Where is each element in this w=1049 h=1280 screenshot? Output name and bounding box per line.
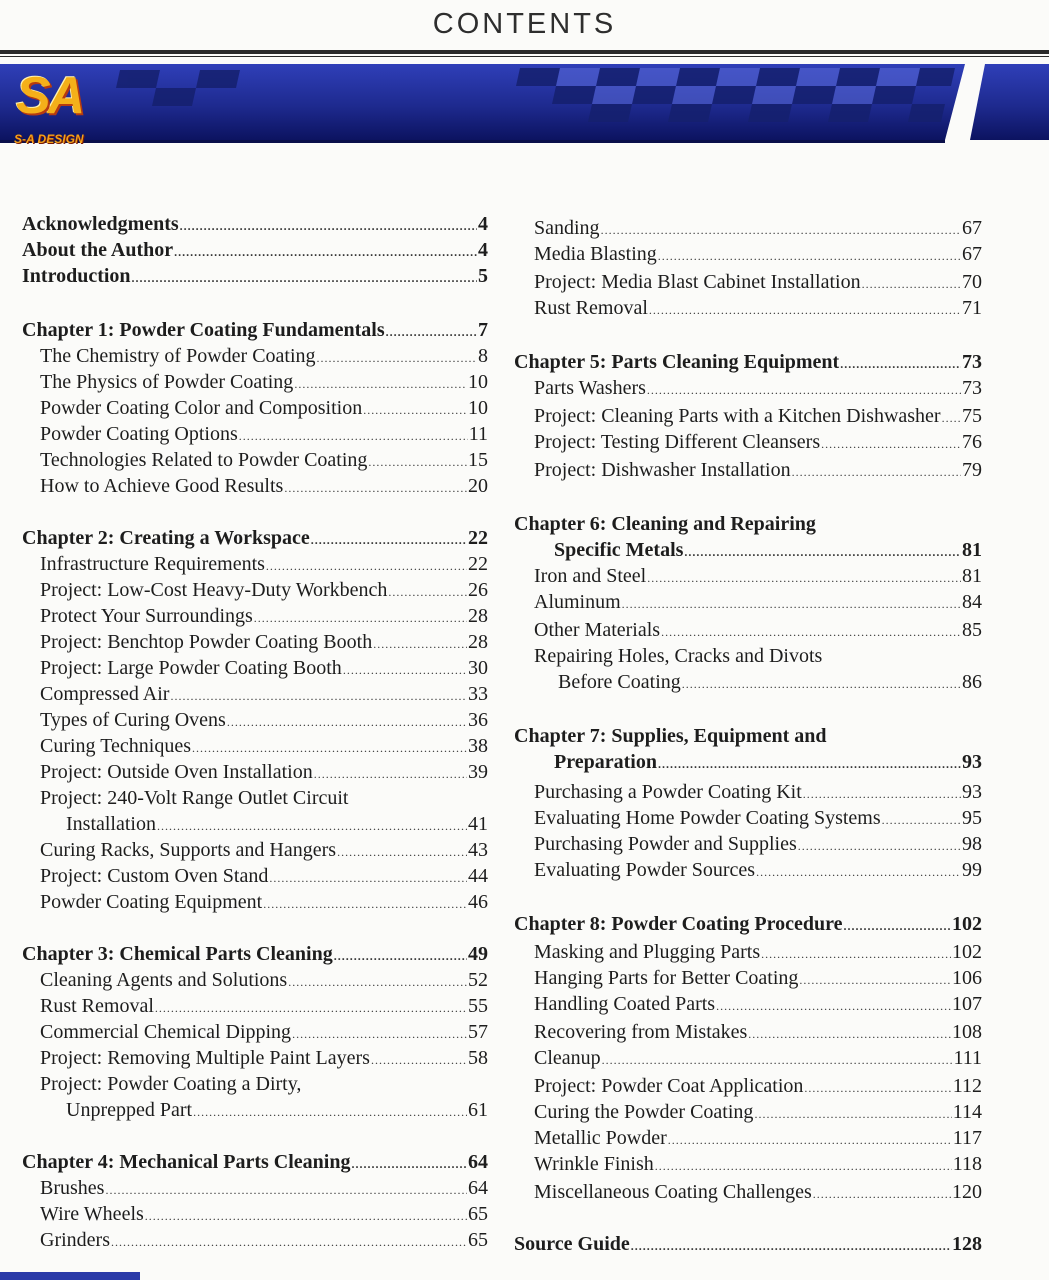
toc-chapter-entry[interactable] bbox=[554, 538, 982, 564]
toc-section-entry[interactable] bbox=[40, 1176, 488, 1202]
toc-section-entry[interactable] bbox=[66, 812, 488, 838]
toc-chapter-entry[interactable] bbox=[22, 318, 488, 344]
toc-chapter-entry[interactable] bbox=[514, 912, 982, 938]
header-rule-thin bbox=[0, 56, 1049, 57]
toc-page-number: 4 bbox=[478, 213, 488, 235]
toc-chapter-entry[interactable] bbox=[22, 264, 488, 290]
toc-entry-title: Media Blasting bbox=[534, 243, 657, 265]
dot-leader bbox=[388, 580, 467, 604]
toc-page-number: 93 bbox=[962, 751, 982, 773]
toc-entry-title: Curing the Powder Coating bbox=[534, 1101, 754, 1123]
dot-leader bbox=[263, 892, 467, 916]
dot-leader bbox=[254, 606, 467, 630]
toc-page-number: 73 bbox=[962, 377, 982, 399]
toc-chapter-entry[interactable] bbox=[22, 238, 488, 264]
toc-entry-title: Powder Coating Color and Composition bbox=[40, 397, 363, 419]
dot-leader bbox=[821, 432, 961, 456]
dot-leader bbox=[682, 672, 961, 696]
toc-section-entry[interactable] bbox=[534, 858, 982, 884]
toc-page-number: 114 bbox=[952, 1101, 982, 1123]
toc-entry-title: Rust Removal bbox=[40, 995, 154, 1017]
dot-leader bbox=[111, 1230, 467, 1254]
dot-leader bbox=[844, 914, 952, 938]
toc-entry-title: Evaluating Home Powder Coating Systems bbox=[534, 807, 881, 829]
dot-leader bbox=[813, 1182, 951, 1206]
toc-page-number: 61 bbox=[468, 1099, 488, 1121]
dot-leader bbox=[317, 346, 477, 370]
toc-entry-title: Project: Dishwasher Installation bbox=[534, 459, 791, 481]
dot-leader bbox=[804, 1076, 951, 1100]
toc-section-entry[interactable] bbox=[534, 1152, 982, 1178]
toc-entry-title: Installation bbox=[66, 813, 156, 835]
toc-page-number: 44 bbox=[468, 865, 488, 887]
toc-page-number: 58 bbox=[468, 1047, 488, 1069]
toc-page-number: 86 bbox=[962, 671, 982, 693]
dot-leader bbox=[174, 240, 477, 264]
toc-page-number: 65 bbox=[468, 1203, 488, 1225]
toc-page-number: 8 bbox=[478, 345, 488, 367]
toc-section-entry[interactable] bbox=[40, 1202, 488, 1228]
dot-leader bbox=[754, 1102, 951, 1126]
toc-section-entry[interactable] bbox=[534, 1126, 982, 1152]
toc-entry-title: Repairing Holes, Cracks and Divots bbox=[534, 645, 823, 667]
toc-page-number: 28 bbox=[468, 605, 488, 627]
toc-section-entry[interactable] bbox=[534, 590, 982, 616]
toc-section-entry[interactable] bbox=[40, 344, 488, 370]
toc-page-number: 15 bbox=[468, 449, 488, 471]
toc-entry-title: Project: Powder Coat Application bbox=[534, 1075, 804, 1097]
toc-entry-title: Introduction bbox=[22, 265, 131, 287]
toc-section-entry[interactable] bbox=[534, 1180, 982, 1206]
dot-leader bbox=[294, 372, 467, 396]
toc-section-entry[interactable] bbox=[534, 992, 982, 1018]
dot-leader bbox=[942, 406, 961, 430]
toc-page-number: 43 bbox=[468, 839, 488, 861]
toc-section-entry[interactable] bbox=[40, 474, 488, 500]
toc-entry-title: Sanding bbox=[534, 217, 600, 239]
toc-entry-title: Chapter 8: Powder Coating Procedure bbox=[514, 913, 843, 935]
dot-leader bbox=[658, 752, 961, 776]
toc-section-entry[interactable] bbox=[534, 940, 982, 966]
toc-page-number: 30 bbox=[468, 657, 488, 679]
toc-page-number: 75 bbox=[962, 405, 982, 427]
toc-section-entry[interactable] bbox=[40, 604, 488, 630]
toc-section-entry[interactable] bbox=[534, 832, 982, 858]
toc-entry-title: Chapter 1: Powder Coating Fundamentals bbox=[22, 319, 385, 341]
toc-entry-title: Chapter 5: Parts Cleaning Equipment bbox=[514, 351, 840, 373]
dot-leader bbox=[180, 214, 477, 238]
dot-leader bbox=[798, 834, 961, 858]
dot-leader bbox=[601, 218, 961, 242]
toc-section-entry[interactable] bbox=[534, 618, 982, 644]
toc-page-number: 4 bbox=[478, 239, 488, 261]
toc-page-number: 7 bbox=[478, 319, 488, 341]
toc-section-entry[interactable] bbox=[534, 404, 982, 430]
toc-entry-title: Project: Testing Different Cleansers bbox=[534, 431, 821, 453]
toc-page-number: 98 bbox=[962, 833, 982, 855]
header-rule bbox=[0, 50, 1049, 54]
toc-section-entry[interactable] bbox=[40, 760, 488, 786]
toc-section-entry[interactable] bbox=[40, 578, 488, 604]
toc-page-number: 81 bbox=[962, 565, 982, 587]
toc-page-number: 120 bbox=[952, 1181, 982, 1203]
toc-entry-title: Handling Coated Parts bbox=[534, 993, 716, 1015]
dot-leader bbox=[371, 1048, 467, 1072]
toc-entry-title: Iron and Steel bbox=[534, 565, 647, 587]
dot-leader bbox=[157, 814, 467, 838]
toc-chapter-entry[interactable] bbox=[22, 526, 488, 552]
toc-section-entry[interactable] bbox=[40, 552, 488, 578]
toc-section-entry[interactable] bbox=[40, 630, 488, 656]
toc-page-number: 36 bbox=[468, 709, 488, 731]
logo-name: S-A DESIGN bbox=[14, 132, 84, 146]
toc-section-entry[interactable] bbox=[534, 1074, 982, 1100]
dot-leader bbox=[882, 808, 961, 832]
toc-section-entry[interactable] bbox=[534, 458, 982, 484]
dot-leader bbox=[352, 1152, 468, 1176]
toc-chapter-entry[interactable] bbox=[22, 1150, 488, 1176]
toc-page-number: 46 bbox=[468, 891, 488, 913]
toc-entry-title: Types of Curing Ovens bbox=[40, 709, 226, 731]
toc-page-number: 76 bbox=[962, 431, 982, 453]
toc-section-entry[interactable] bbox=[534, 966, 982, 992]
toc-entry-title: Project: Benchtop Powder Coating Booth bbox=[40, 631, 373, 653]
toc-section-entry[interactable] bbox=[40, 1020, 488, 1046]
dot-leader bbox=[292, 1022, 467, 1046]
toc-page-number: 85 bbox=[962, 619, 982, 641]
toc-entry-title: Evaluating Powder Sources bbox=[534, 859, 756, 881]
toc-page-number: 20 bbox=[468, 475, 488, 497]
toc-entry-title: The Physics of Powder Coating bbox=[40, 371, 294, 393]
toc-page-number: 10 bbox=[468, 397, 488, 419]
toc-section-entry[interactable] bbox=[534, 1020, 982, 1046]
toc-entry-title: Project: Low-Cost Heavy-Duty Workbench bbox=[40, 579, 388, 601]
dot-leader bbox=[661, 620, 961, 644]
dot-leader bbox=[145, 1204, 467, 1228]
dot-leader bbox=[132, 266, 477, 290]
page-title: CONTENTS bbox=[432, 8, 617, 40]
toc-section-entry[interactable] bbox=[40, 708, 488, 734]
toc-page-number: 5 bbox=[478, 265, 488, 287]
toc-page-number: 73 bbox=[962, 351, 982, 373]
toc-entry-title: Project: Cleaning Parts with a Kitchen Dishwasher bbox=[534, 405, 941, 427]
toc-page-number: 102 bbox=[952, 941, 982, 963]
toc-section-entry[interactable] bbox=[40, 396, 488, 422]
toc-entry-title: Cleanup bbox=[534, 1047, 601, 1069]
toc-page-number: 65 bbox=[468, 1229, 488, 1251]
toc-entry-title: Other Materials bbox=[534, 619, 661, 641]
toc-entry-title: Project: Large Powder Coating Booth bbox=[40, 657, 342, 679]
dot-leader bbox=[803, 782, 961, 806]
toc-page-number: 107 bbox=[952, 993, 982, 1015]
footer-strip bbox=[0, 1272, 140, 1280]
header-banner bbox=[0, 60, 1049, 160]
toc-entry-title: Masking and Plugging Parts bbox=[534, 941, 761, 963]
dot-leader bbox=[284, 476, 467, 500]
dot-leader bbox=[622, 592, 961, 616]
toc-chapter-entry[interactable] bbox=[22, 212, 488, 238]
toc-entry-title: Protect Your Surroundings bbox=[40, 605, 253, 627]
toc-entry-title: Acknowledgments bbox=[22, 213, 179, 235]
dot-leader bbox=[311, 528, 467, 552]
toc-section-entry[interactable] bbox=[534, 270, 982, 296]
toc-entry-title: Infrastructure Requirements bbox=[40, 553, 265, 575]
dot-leader bbox=[668, 1128, 952, 1152]
toc-page-number: 64 bbox=[468, 1151, 488, 1173]
toc-section-entry[interactable] bbox=[40, 968, 488, 994]
dot-leader bbox=[799, 968, 951, 992]
dot-leader bbox=[269, 866, 467, 890]
toc-chapter-entry[interactable] bbox=[22, 942, 488, 968]
toc-entry-title: Hanging Parts for Better Coating bbox=[534, 967, 799, 989]
dot-leader bbox=[266, 554, 467, 578]
toc-entry-title: How to Achieve Good Results bbox=[40, 475, 284, 497]
toc-entry-title: Rust Removal bbox=[534, 297, 648, 319]
toc-entry-title: Powder Coating Equipment bbox=[40, 891, 263, 913]
toc-page-number: 52 bbox=[468, 969, 488, 991]
toc-entry-title: Wire Wheels bbox=[40, 1203, 144, 1225]
toc-page-number: 117 bbox=[952, 1127, 982, 1149]
toc-page-number: 28 bbox=[468, 631, 488, 653]
toc-entry-title: Source Guide bbox=[514, 1233, 630, 1255]
dot-leader bbox=[373, 632, 467, 656]
toc-section-entry[interactable] bbox=[40, 994, 488, 1020]
toc-entry-title: Chapter 6: Cleaning and Repairing bbox=[514, 513, 816, 535]
toc-chapter-entry[interactable] bbox=[514, 1232, 982, 1258]
dot-leader bbox=[658, 244, 961, 268]
toc-page-number: 99 bbox=[962, 859, 982, 881]
toc-page-number: 108 bbox=[952, 1021, 982, 1043]
toc-page-number: 112 bbox=[952, 1075, 982, 1097]
toc-section-entry[interactable] bbox=[66, 1098, 488, 1124]
dot-leader bbox=[227, 710, 467, 734]
toc-entry-title: Chapter 4: Mechanical Parts Cleaning bbox=[22, 1151, 351, 1173]
toc-entry-title: Compressed Air bbox=[40, 683, 170, 705]
dot-leader bbox=[314, 762, 467, 786]
toc-entry-title: Preparation bbox=[554, 751, 657, 773]
toc-entry-title: Unprepped Part bbox=[66, 1099, 193, 1121]
toc-entry-title: Curing Racks, Supports and Hangers bbox=[40, 839, 337, 861]
toc-page-number: 67 bbox=[962, 217, 982, 239]
toc-entry-title: Aluminum bbox=[534, 591, 621, 613]
toc-page-number: 81 bbox=[962, 539, 982, 561]
toc-page-number: 79 bbox=[962, 459, 982, 481]
toc-entry-title: Chapter 7: Supplies, Equipment and bbox=[514, 725, 827, 747]
dot-leader bbox=[343, 658, 467, 682]
dot-leader bbox=[386, 320, 477, 344]
toc-entry-title: Chapter 3: Chemical Parts Cleaning bbox=[22, 943, 333, 965]
toc-entry-title: Miscellaneous Coating Challenges bbox=[534, 1181, 812, 1203]
toc-section-entry[interactable] bbox=[40, 890, 488, 916]
toc-section-entry[interactable] bbox=[534, 296, 982, 322]
toc-entry-title: Purchasing a Powder Coating Kit bbox=[534, 781, 802, 803]
toc-entry-title: Metallic Powder bbox=[534, 1127, 667, 1149]
toc-section-entry[interactable] bbox=[40, 734, 488, 760]
toc-page-number: 106 bbox=[952, 967, 982, 989]
toc-page-number: 57 bbox=[468, 1021, 488, 1043]
toc-entry-title: Chapter 2: Creating a Workspace bbox=[22, 527, 310, 549]
toc-section-entry[interactable] bbox=[534, 780, 982, 806]
dot-leader bbox=[647, 378, 961, 402]
toc-section-entry[interactable] bbox=[558, 670, 982, 696]
toc-page-number: 39 bbox=[468, 761, 488, 783]
dot-leader bbox=[193, 1100, 467, 1124]
toc-page-number: 41 bbox=[468, 813, 488, 835]
toc-page-number: 26 bbox=[468, 579, 488, 601]
toc-entry-title: Purchasing Powder and Supplies bbox=[534, 833, 797, 855]
toc-section-entry[interactable] bbox=[40, 422, 488, 448]
toc-section-entry[interactable] bbox=[534, 1100, 982, 1126]
toc-entry-title: Cleaning Agents and Solutions bbox=[40, 969, 288, 991]
toc-page-number: 102 bbox=[952, 913, 982, 935]
toc-section-entry[interactable] bbox=[40, 1228, 488, 1254]
toc-entry-title: Recovering from Mistakes bbox=[534, 1021, 748, 1043]
dot-leader bbox=[368, 450, 467, 474]
toc-page-number: 10 bbox=[468, 371, 488, 393]
toc-page-number: 71 bbox=[962, 297, 982, 319]
toc-page-number: 67 bbox=[962, 243, 982, 265]
toc-page-number: 95 bbox=[962, 807, 982, 829]
dot-leader bbox=[748, 1022, 951, 1046]
dot-leader bbox=[334, 944, 467, 968]
dot-leader bbox=[192, 736, 467, 760]
dot-leader bbox=[631, 1234, 951, 1258]
toc-section-entry[interactable] bbox=[534, 564, 982, 590]
dot-leader bbox=[756, 860, 961, 884]
toc-section-entry[interactable] bbox=[534, 430, 982, 456]
dot-leader bbox=[761, 942, 951, 966]
toc-section-entry[interactable] bbox=[40, 682, 488, 708]
dot-leader bbox=[716, 994, 951, 1018]
dot-leader bbox=[239, 424, 468, 448]
toc-chapter-entry[interactable] bbox=[514, 350, 982, 376]
toc-entry-title: The Chemistry of Powder Coating bbox=[40, 345, 316, 367]
toc-section-entry[interactable] bbox=[534, 806, 982, 832]
toc-section-entry[interactable] bbox=[40, 864, 488, 890]
toc-entry-title: Before Coating bbox=[558, 671, 681, 693]
toc-section-entry[interactable] bbox=[40, 838, 488, 864]
toc-entry-title: Grinders bbox=[40, 1229, 110, 1251]
toc-page-number: 11 bbox=[468, 423, 488, 445]
dot-leader bbox=[105, 1178, 467, 1202]
toc-entry-title: Project: Powder Coating a Dirty, bbox=[40, 1073, 302, 1095]
toc-entry-title: Parts Washers bbox=[534, 377, 646, 399]
dot-leader bbox=[684, 540, 961, 564]
toc-section-entry[interactable] bbox=[40, 656, 488, 682]
toc-entry-title: Curing Techniques bbox=[40, 735, 191, 757]
toc-entry-title: Powder Coating Options bbox=[40, 423, 238, 445]
toc-entry-title: Project: Custom Oven Stand bbox=[40, 865, 269, 887]
brand-logo bbox=[14, 66, 110, 152]
dot-leader bbox=[155, 996, 467, 1020]
dot-leader bbox=[363, 398, 467, 422]
logo-mark: SA bbox=[16, 67, 83, 125]
toc-entry-title: Brushes bbox=[40, 1177, 105, 1199]
toc-entry-title: Technologies Related to Powder Coating bbox=[40, 449, 368, 471]
toc-page-number: 93 bbox=[962, 781, 982, 803]
dot-leader bbox=[862, 272, 961, 296]
dot-leader bbox=[649, 298, 961, 322]
toc-page-number: 33 bbox=[468, 683, 488, 705]
dot-leader bbox=[840, 352, 961, 376]
toc-entry-title: Specific Metals bbox=[554, 539, 684, 561]
dot-leader bbox=[792, 460, 961, 484]
toc-page-number: 111 bbox=[953, 1047, 982, 1069]
toc-section-entry[interactable] bbox=[40, 370, 488, 396]
dot-leader bbox=[288, 970, 467, 994]
toc-page-number: 118 bbox=[952, 1153, 982, 1175]
toc-page-number: 64 bbox=[468, 1177, 488, 1199]
toc-page-number: 22 bbox=[468, 553, 488, 575]
toc-page-number: 84 bbox=[962, 591, 982, 613]
toc-entry-title: Project: Removing Multiple Paint Layers bbox=[40, 1047, 370, 1069]
toc-section-entry[interactable] bbox=[534, 376, 982, 402]
dot-leader bbox=[337, 840, 467, 864]
toc-section-entry[interactable] bbox=[40, 448, 488, 474]
toc-page-number: 55 bbox=[468, 995, 488, 1017]
toc-page-number: 49 bbox=[468, 943, 488, 965]
toc-section-entry[interactable] bbox=[534, 242, 982, 268]
toc-entry-title: Project: 240-Volt Range Outlet Circuit bbox=[40, 787, 349, 809]
toc-entry-title: Wrinkle Finish bbox=[534, 1153, 654, 1175]
toc-section-entry[interactable] bbox=[534, 216, 982, 242]
toc-entry-title: Commercial Chemical Dipping bbox=[40, 1021, 292, 1043]
toc-section-entry[interactable] bbox=[534, 1046, 982, 1072]
toc-page-number: 38 bbox=[468, 735, 488, 757]
dot-leader bbox=[602, 1048, 953, 1072]
toc-page-number: 70 bbox=[962, 271, 982, 293]
toc-page-number: 128 bbox=[952, 1233, 982, 1255]
toc-entry-title: About the Author bbox=[22, 239, 174, 261]
toc-entry-title: Project: Media Blast Cabinet Installation bbox=[534, 271, 861, 293]
toc-page-number: 22 bbox=[468, 527, 488, 549]
dot-leader bbox=[655, 1154, 952, 1178]
toc-chapter-entry[interactable] bbox=[554, 750, 982, 776]
toc-section-entry[interactable] bbox=[40, 1046, 488, 1072]
dot-leader bbox=[647, 566, 961, 590]
dot-leader bbox=[170, 684, 467, 708]
toc-entry-title: Project: Outside Oven Installation bbox=[40, 761, 313, 783]
